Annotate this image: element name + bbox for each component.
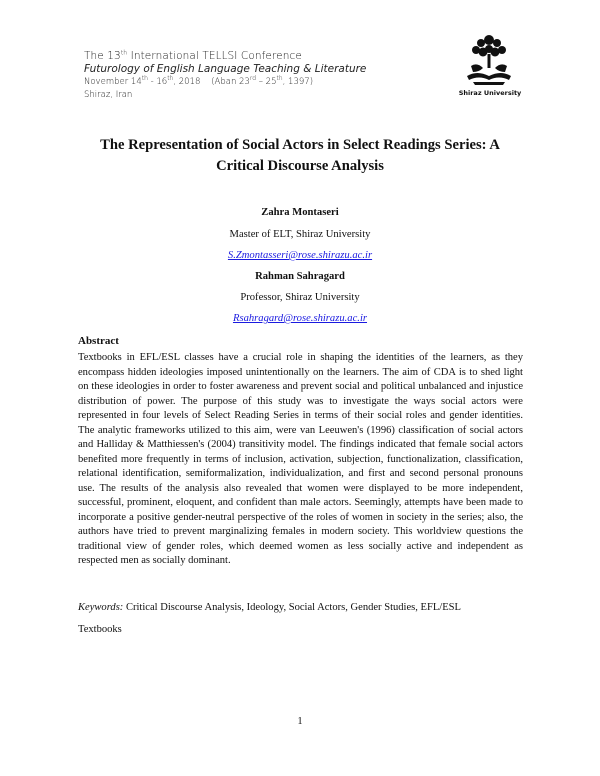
paper-title-line1: The Representation of Social Actors in Select Readings Series: A [100,137,500,153]
author-affiliation: Master of ELT, Shiraz University [229,229,371,240]
keywords-continuation: Textbooks [78,624,122,635]
author-email-row [60,313,540,324]
conference-theme: Futurology of English Language Teaching & Literature [84,63,367,75]
conference-location: Shiraz, Iran [84,90,133,100]
author-email-link[interactable]: Rsahragard@rose.shirazu.ac.ir [232,313,368,324]
author-name: Zahra Montaseri [261,207,339,218]
shiraz-university-logo [457,32,521,98]
abstract-body: Textbooks in EFL/ESL classes have a crucial role in shaping the identities of the learners, as they encompass hidden ideologies imposed unintentionally on the learners. The aim of CDA is to shed light on these ideologies in order to foster awareness and prevent social and political unbalanced and injustice distribution of power. The purpose of this study was to investigate the ways social actors were represented in four levels of Select Reading Series in terms of their social roles and gender identities. The analytic frameworks utilized to this aim, were van Leeuwen's (1996) classification of social actors and Halliday & Matthiessen's (2004) transitivity model. The findings indicated that female social actors benefited more frequently in terms of inclusion, activation, subjection, functionalization, classification, relational identification, semiformalization, individualization, and first and second personal pronouns use. The results of the analysis also revealed that women were displayed to be more independent, successful, prominent, eloquent, and confident than male actors. Seemingly, attempts have been made to incorporate a positive gender-neutral perspective of the roles of women in society in the series; also, the authors have tried to prevent marginalizing females in modern society. This worldview questions the traditional view of gender roles, which deemed women as less socially active and independent as respected men as socially dominant. [78,352,523,566]
page-number: 1 [297,716,303,727]
university-name: Shiraz University [458,89,522,97]
author-name: Rahman Sahragard [255,271,345,282]
paper-title [60,135,540,177]
conference-header [84,50,414,102]
paper-title-line2: Critical Discourse Analysis [216,158,384,174]
keywords-list: Critical Discourse Analysis, Ideology, Social Actors, Gender Studies, EFL/ESL [125,602,461,613]
author-email-row [60,250,540,261]
university-emblem-icon [457,32,521,88]
keywords [78,601,528,616]
conference-dates: November 14th - 16th, 2018 (Aban 23rd – 25th, 1397) [84,75,314,87]
author-email-link[interactable]: S.Zmontasseri@rose.shirazu.ac.ir [227,250,373,261]
author-affiliation: Professor, Shiraz University [240,292,360,303]
conference-name: The 13th International TELLSI Conference [84,49,302,62]
abstract-heading: Abstract [78,335,119,347]
keywords-label: Keywords: [78,602,124,613]
